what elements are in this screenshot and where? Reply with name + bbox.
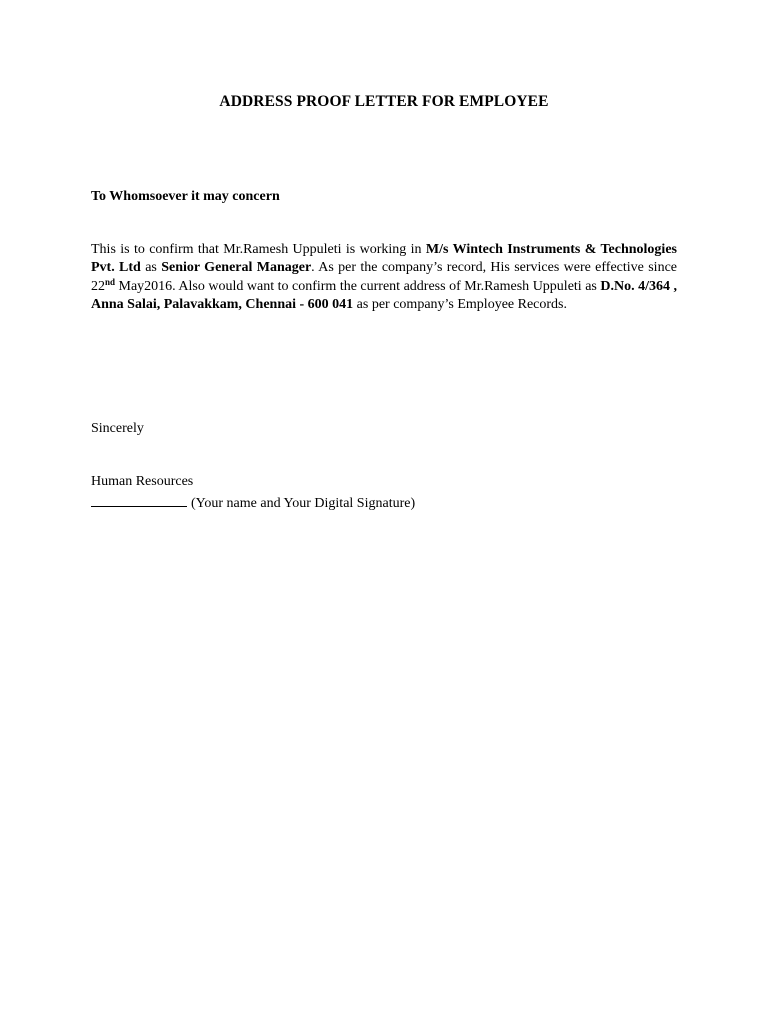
- paragraph-record: . As per the company’s record, His services were effective since 22: [91, 260, 677, 294]
- signature-blank: [91, 492, 187, 507]
- paragraph-closing: as per company’s Employee Records.: [353, 296, 567, 312]
- employee-address: D.No. 4/364 , Anna Salai, Palavakkam, Chennai - 600 041: [91, 278, 677, 312]
- signature-line: [91, 492, 415, 512]
- paragraph-as: as: [140, 260, 162, 276]
- signature-hint: (Your name and Your Digital Signature): [191, 496, 416, 511]
- designation: Senior General Manager: [161, 260, 312, 276]
- document-title: ADDRESS PROOF LETTER FOR EMPLOYEE: [219, 93, 549, 110]
- paragraph-intro: This is to confirm that Mr.Ramesh Uppuleti is working in: [91, 242, 426, 257]
- company-name: M/s Wintech Instruments & Technologies Pvt. Ltd: [91, 242, 677, 276]
- paragraph-date-rest: May2016. Also would want to confirm the current address of Mr.Ramesh Uppuleti as: [115, 278, 601, 294]
- body-paragraph: [91, 241, 677, 314]
- salutation: To Whomsoever it may concern: [91, 189, 280, 204]
- date-suffix: nd: [105, 276, 116, 287]
- department-label: Human Resources: [91, 474, 194, 489]
- closing-line: Sincerely: [91, 421, 144, 436]
